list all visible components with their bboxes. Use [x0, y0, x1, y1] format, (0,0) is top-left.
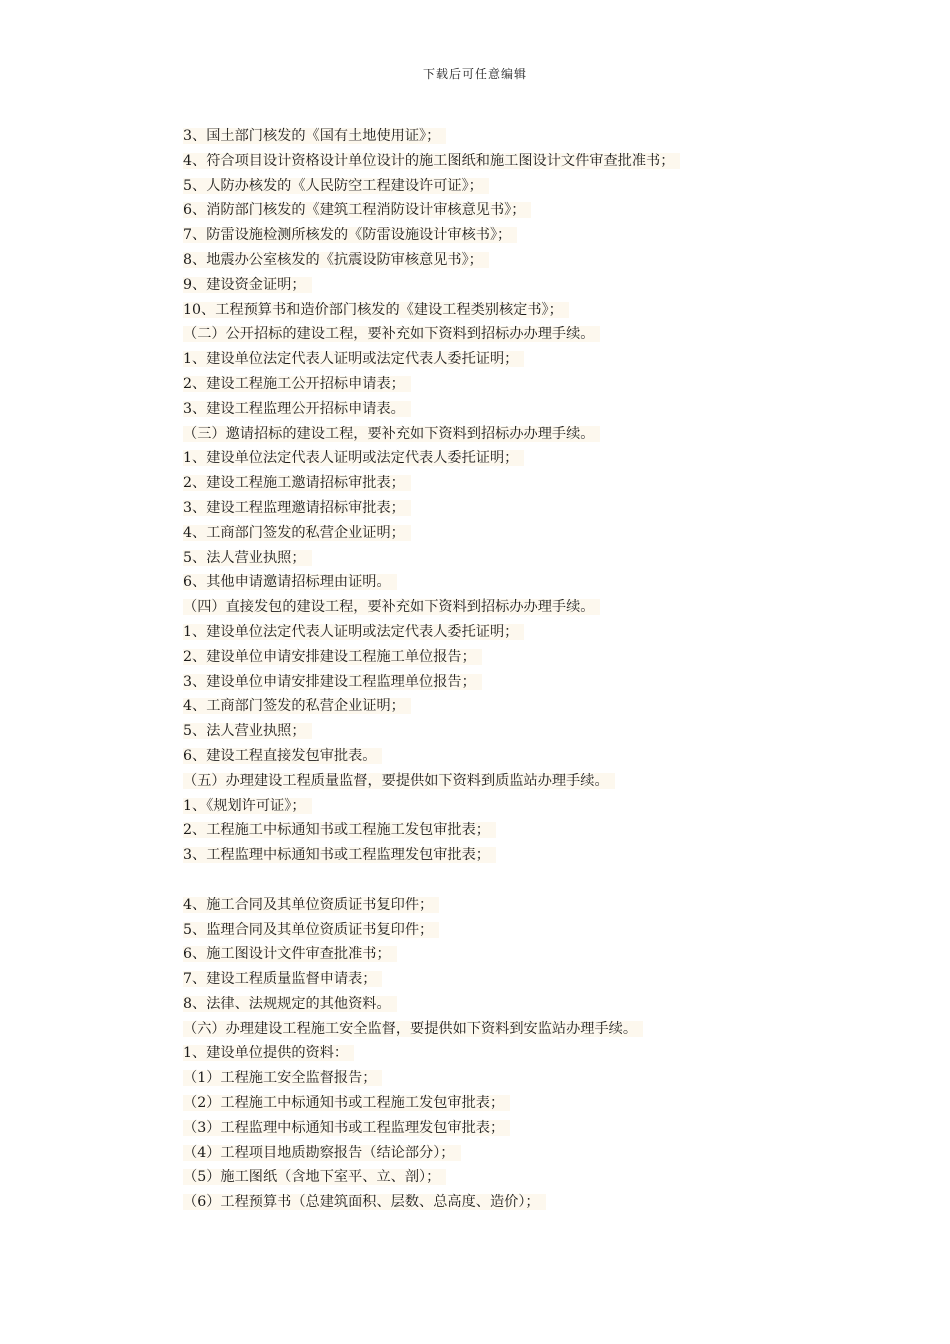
text-line: 2、建设工程施工邀请招标审批表； — [183, 471, 923, 496]
text-line: 3、建设工程监理邀请招标审批表； — [183, 496, 923, 521]
text-line: 1、建设单位提供的资料： — [183, 1041, 923, 1066]
text-line-3: 3、国土部门核发的《国有土地使用证》； — [183, 124, 923, 149]
blank-line — [183, 868, 923, 893]
section-heading-6: （六）办理建设工程施工安全监督，要提供如下资料到安监站办理手续。 — [183, 1017, 923, 1042]
text-line: 2、建设工程施工公开招标申请表； — [183, 372, 923, 397]
text-line-9: 9、建设资金证明； — [183, 273, 923, 298]
text-line: 5、监理合同及其单位资质证书复印件； — [183, 918, 923, 943]
text-line: 6、建设工程直接发包审批表。 — [183, 744, 923, 769]
text-line-5: 5、人防办核发的《人民防空工程建设许可证》； — [183, 174, 923, 199]
text-line: 1、《规划许可证》； — [183, 794, 923, 819]
text-line: 4、工商部门签发的私营企业证明； — [183, 521, 923, 546]
text-line: 1、建设单位法定代表人证明或法定代表人委托证明； — [183, 446, 923, 471]
text-line: 4、工商部门签发的私营企业证明； — [183, 694, 923, 719]
text-line: 2、工程施工中标通知书或工程施工发包审批表； — [183, 818, 923, 843]
text-line: 1、建设单位法定代表人证明或法定代表人委托证明； — [183, 347, 923, 372]
text-line-10: 10、工程预算书和造价部门核发的《建设工程类别核定书》； — [183, 298, 923, 323]
text-line: 3、工程监理中标通知书或工程监理发包审批表； — [183, 843, 923, 868]
text-line: 7、建设工程质量监督申请表； — [183, 967, 923, 992]
text-line: （3）工程监理中标通知书或工程监理发包审批表； — [183, 1116, 923, 1141]
text-line-7: 7、防雷设施检测所核发的《防雷设施设计审核书》； — [183, 223, 923, 248]
text-line: 8、法律、法规规定的其他资料。 — [183, 992, 923, 1017]
text-line: （1）工程施工安全监督报告； — [183, 1066, 923, 1091]
text-line: 1、建设单位法定代表人证明或法定代表人委托证明； — [183, 620, 923, 645]
section-heading-5: （五）办理建设工程质量监督，要提供如下资料到质监站办理手续。 — [183, 769, 923, 794]
text-line: 3、建设单位申请安排建设工程监理单位报告； — [183, 670, 923, 695]
text-line-4: 4、符合项目设计资格设计单位设计的施工图纸和施工图设计文件审查批准书； — [183, 149, 923, 174]
text-line: 5、法人营业执照； — [183, 719, 923, 744]
text-line: （5）施工图纸（含地下室平、立、剖）； — [183, 1165, 923, 1190]
text-line: （2）工程施工中标通知书或工程施工发包审批表； — [183, 1091, 923, 1116]
text-line-8: 8、地震办公室核发的《抗震设防审核意见书》； — [183, 248, 923, 273]
text-line: 6、施工图设计文件审查批准书； — [183, 942, 923, 967]
text-line: 6、其他申请邀请招标理由证明。 — [183, 570, 923, 595]
text-line: （4）工程项目地质勘察报告（结论部分）； — [183, 1141, 923, 1166]
section-heading-3: （三）邀请招标的建设工程，要补充如下资料到招标办办理手续。 — [183, 422, 923, 447]
text-line-6: 6、消防部门核发的《建筑工程消防设计审核意见书》； — [183, 198, 923, 223]
section-heading-4: （四）直接发包的建设工程，要补充如下资料到招标办办理手续。 — [183, 595, 923, 620]
text-line: 5、法人营业执照； — [183, 546, 923, 571]
text-line: 3、建设工程监理公开招标申请表。 — [183, 397, 923, 422]
section-heading-2: （二）公开招标的建设工程，要补充如下资料到招标办办理手续。 — [183, 322, 923, 347]
page-header: 下载后可任意编辑 — [422, 67, 527, 81]
document-body — [183, 124, 923, 1215]
text-line: 4、施工合同及其单位资质证书复印件； — [183, 893, 923, 918]
text-line: 2、建设单位申请安排建设工程施工单位报告； — [183, 645, 923, 670]
text-line: （6）工程预算书（总建筑面积、层数、总高度、造价）； — [183, 1190, 923, 1215]
